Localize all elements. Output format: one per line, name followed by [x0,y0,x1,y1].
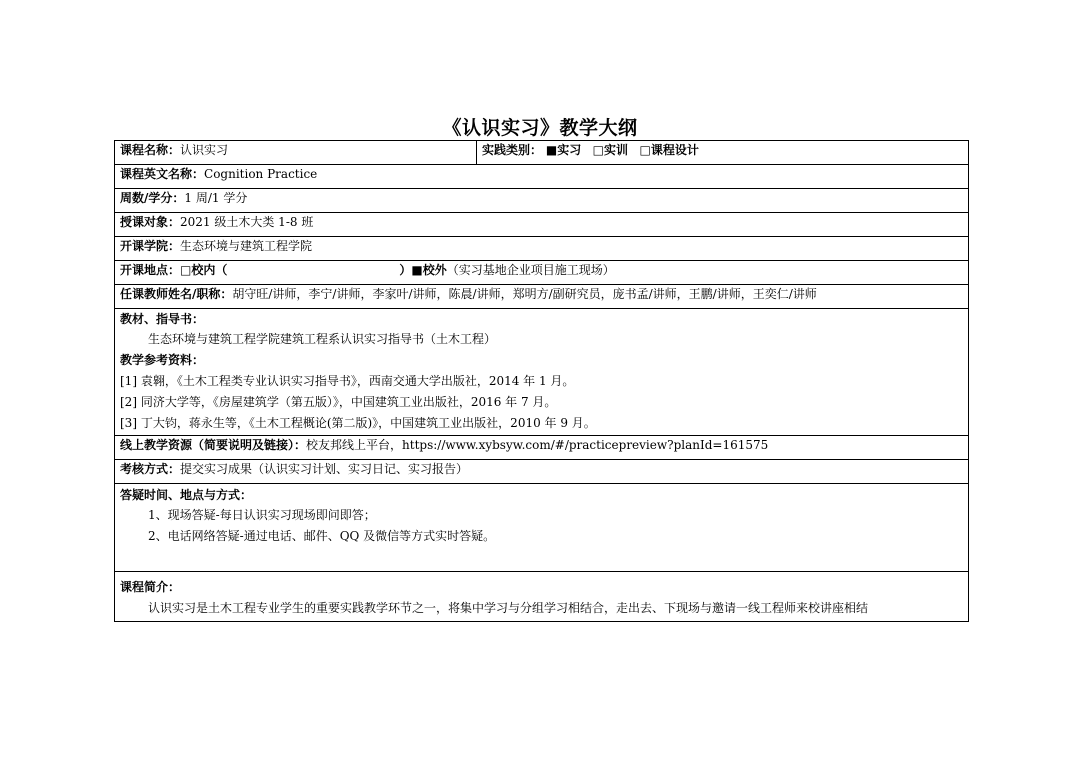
teachers-value: 胡守旺/讲师，李宁/讲师，李家叶/讲师，陈晨/讲师，郑明方/副研究员，庞书孟/讲师，王鹏/讲师，王奕仁/讲师 [232,287,817,301]
document-title: 《认识实习》教学大纲 [442,117,638,139]
target-label: 授课对象： [120,215,181,229]
row-materials [115,309,969,436]
checkbox-checked-icon: ■ [545,143,558,157]
qa-item: 1、现场答疑-每日认识实习现场即问即答； [148,508,376,522]
row-target [115,213,969,237]
qa-label: 答疑时间、地点与方式： [120,488,253,502]
references-label: 教学参考资料： [120,353,205,367]
college-label: 开课学院： [120,239,181,253]
row-location [115,261,969,285]
checkbox-empty-icon: □ [592,143,604,157]
online-value: 校友邦线上平台，https://www.xybsyw.com/#/practicepreview?planId=161575 [306,438,769,452]
location-close-paren: ） [399,263,412,277]
practice-option-internship: ■实习 [545,143,582,157]
location-label: 开课地点： [120,263,181,277]
reference-item: [1] 袁翱，《土木工程类专业认识实习指导书》，西南交通大学出版社，2014 年 1 月。 [120,374,575,388]
row-english-name [115,165,969,189]
practice-option-training: □实训 [592,143,629,157]
row-intro [115,572,969,622]
college-value: 生态环境与建筑工程学院 [180,239,313,253]
location-on-campus: □校内（ [180,263,228,277]
syllabus-table [114,140,969,622]
row-course-name [115,141,969,165]
target-value: 2021 级土木大类 1-8 班 [180,215,314,229]
row-college [115,237,969,261]
weeks-credits-value: 1 周/1 学分 [184,191,248,205]
course-name-cell [115,141,477,165]
practice-type-label: 实践类别： [482,143,543,157]
location-off-campus-detail: （实习基地企业项目施工现场） [446,263,615,277]
course-name-value: 认识实习 [180,143,229,157]
online-label: 线上教学资源（简要说明及链接）： [120,438,307,452]
textbook-label: 教材、指导书： [120,312,205,326]
qa-item: 2、电话网络答疑-通过电话、邮件、QQ 及微信等方式实时答疑。 [148,529,496,543]
reference-item: [2] 同济大学等，《房屋建筑学（第五版）》，中国建筑工业出版社，2016 年 7 月。 [120,395,557,409]
english-name-value: Cognition Practice [204,167,318,181]
row-assessment [115,460,969,484]
teachers-label: 任课教师姓名/职称： [120,287,233,301]
checkbox-empty-icon: □ [639,143,651,157]
practice-type-cell [477,141,969,165]
reference-item: [3] 丁大钧，蒋永生等，《土木工程概论(第二版)》，中国建筑工业出版社，2010 年 9 月。 [120,416,596,430]
location-off-campus: ■校外 [411,263,447,277]
practice-option-course-design: □课程设计 [639,143,699,157]
english-name-label: 课程英文名称： [120,167,205,181]
row-teachers [115,285,969,309]
course-name-label: 课程名称： [120,143,181,157]
assessment-value: 提交实习成果（认识实习计划、实习日记、实习报告） [180,462,469,476]
intro-text: 认识实习是土木工程专业学生的重要实践教学环节之一，将集中学习与分组学习相结合，走出去、下现场与邀请一线工程师来校讲座相结 [148,601,869,615]
weeks-credits-label: 周数/学分： [120,191,185,205]
row-qa [115,484,969,572]
assessment-label: 考核方式： [120,462,181,476]
textbook-value: 生态环境与建筑工程学院建筑工程系认识实习指导书（土木工程） [148,332,497,346]
row-online [115,436,969,460]
row-weeks-credits [115,189,969,213]
intro-label: 课程简介： [120,580,181,594]
